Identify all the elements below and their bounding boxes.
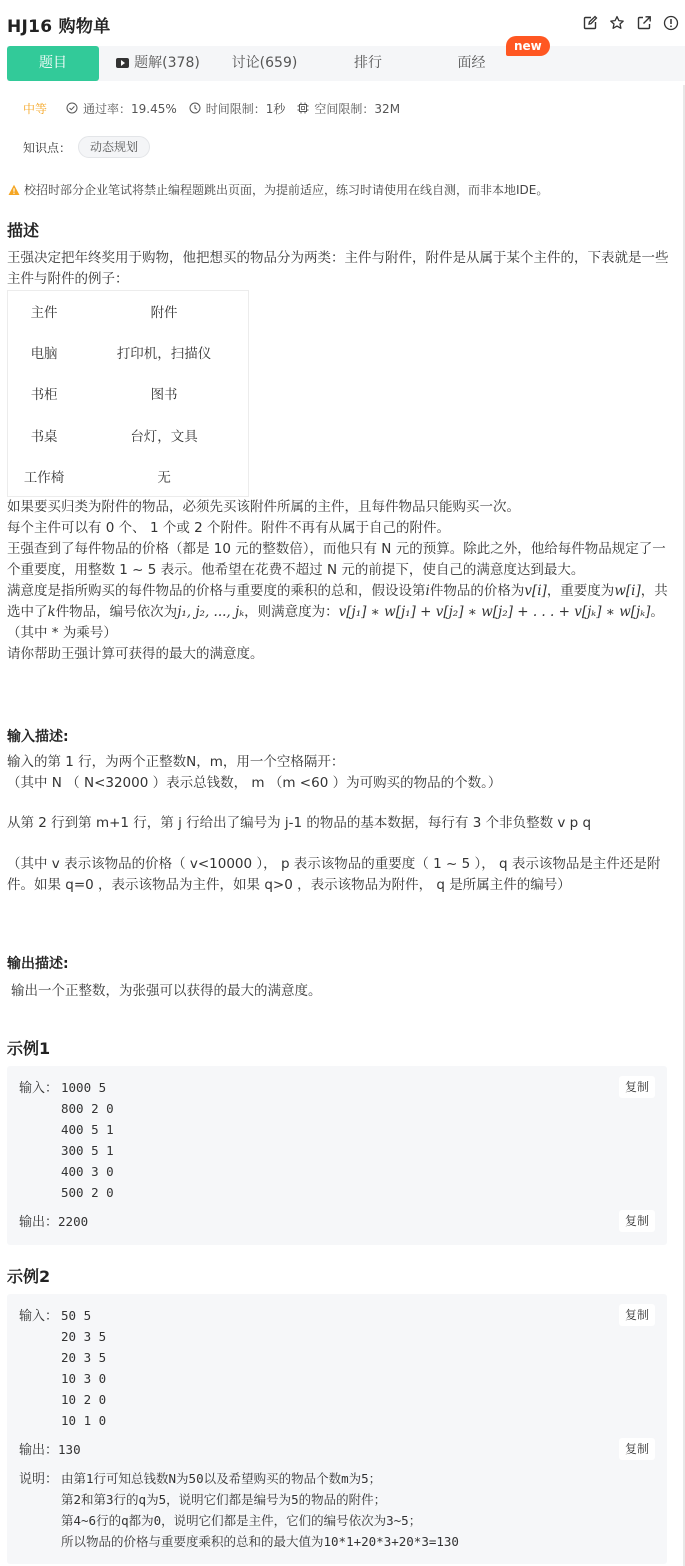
example1-input: 输入： 1000 5 800 2 0 400 5 1 300 5 1 400 3 0 500 2 0 <box>19 1080 114 1200</box>
table-row: 电脑 打印机，扫描仪 <box>30 346 212 363</box>
example2-output: 输出：130 <box>19 1442 81 1458</box>
copy-input-button[interactable]: 复制 <box>619 1304 655 1326</box>
share-icon[interactable] <box>636 15 652 31</box>
space-limit: 空间限制：32M <box>297 100 400 117</box>
video-icon <box>116 58 129 68</box>
tab-solutions[interactable]: 题解(378) <box>99 46 217 81</box>
tab-interview[interactable]: 面经 <box>457 55 486 71</box>
check-circle-icon <box>66 102 78 114</box>
clock-icon <box>189 102 201 114</box>
example2-explanation: 说明： 由第1行可知总钱数N为50以及希望购买的物品个数m为5； 第2和第3行的q为5，说明它们都是编号为5的物品的附件； 第4~6行的q都为0，说明它们都是主件，它们的编号依次为3~5； 所以物品的价格与重要度乘积的总和的最大值为10*1+20*3+20*3=130 <box>19 1471 459 1549</box>
table-row: 主件 附件 <box>30 305 178 322</box>
example1-heading: 示例1 <box>7 1039 51 1058</box>
input-desc-line4: （其中 v 表示该物品的价格（ v<10000 ）， p 表示该物品的重要度（ 1 ~ 5 ）， q 表示该物品是主件还是附件。如果 q=0 ，表示该物品为主件，如果 q>0 ，表示该物品为附件， q 是所属主件的编号） <box>7 856 661 893</box>
table-row: 书柜 图书 <box>30 387 178 404</box>
output-desc-heading: 输出描述: <box>7 956 69 972</box>
example1-output: 输出：2200 <box>19 1214 89 1230</box>
satisfaction-definition: 满意度是指所购买的每件物品的价格与重要度的乘积的总和，假设设第i件物品的价格为v[i]，重要度为w[i]，共选中了k件物品，编号依次为j₁, j₂, ..., jₖ，则满意度为：v[j₁] ∗ w[j₁] + v[j₂] ∗ w[j₂] + . . . + v[jₖ] ∗ w[jₖ]。（其中 * 为乘号） <box>7 583 668 641</box>
chip-icon <box>297 102 309 114</box>
new-badge: new <box>506 36 550 56</box>
problem-header <box>0 0 685 46</box>
tab-ranking[interactable]: 排行 <box>354 55 382 71</box>
input-desc-line2: （其中 N （ N<32000 ）表示总钱数， m （m <60 ）为可购买的物品的个数。） <box>7 775 502 791</box>
tab-problem[interactable]: 题目 <box>7 46 99 81</box>
description-heading: 描述 <box>7 221 40 240</box>
output-desc-line1: 输出一个正整数，为张强可以获得的最大的满意度。 <box>11 983 322 999</box>
copy-input-button[interactable]: 复制 <box>619 1076 655 1098</box>
knowledge-points <box>23 136 150 158</box>
warning-notice: 校招时部分企业笔试将禁止编程题跳出页面，为提前适应，练习时请使用在线自测，而非本地IDE。 <box>8 181 548 198</box>
header-actions <box>582 15 679 31</box>
pass-rate: 通过率：19.45% <box>66 100 177 117</box>
input-desc-line3: 从第 2 行到第 m+1 行，第 j 行给出了编号为 j-1 的物品的基本数据，每行有 3 个非负整数 v p q <box>7 815 592 831</box>
problem-tabs <box>7 39 685 81</box>
copy-output-button[interactable]: 复制 <box>619 1210 655 1232</box>
star-icon[interactable] <box>609 15 625 31</box>
example2-heading: 示例2 <box>7 1267 51 1286</box>
knowledge-tag[interactable]: 动态规划 <box>78 136 150 158</box>
info-icon[interactable] <box>663 15 679 31</box>
table-row: 工作椅 无 <box>23 469 171 486</box>
knowledge-label: 知识点： <box>23 140 72 155</box>
time-limit: 时间限制：1秒 <box>189 100 286 117</box>
input-desc-heading: 输入描述: <box>7 729 69 745</box>
problem-meta <box>23 99 412 117</box>
problem-title: HJ16 购物单 <box>7 17 111 37</box>
input-desc-line1: 输入的第 1 行，为两个正整数N，m，用一个空格隔开： <box>7 754 345 770</box>
copy-output-button[interactable]: 复制 <box>619 1438 655 1460</box>
tab-discussion[interactable]: 讨论(659) <box>231 55 298 71</box>
table-row: 书桌 台灯，文具 <box>30 428 198 445</box>
example1-box <box>7 1066 667 1245</box>
description-intro: 王强决定把年终奖用于购物，他把想买的物品分为两类：主件与附件，附件是从属于某个主件的，下表就是一些主件与附件的例子： <box>7 250 669 287</box>
edit-icon[interactable] <box>582 15 598 31</box>
warning-icon <box>8 184 20 196</box>
example2-input: 输入： 50 5 20 3 5 20 3 5 10 3 0 10 2 0 10 1 0 <box>19 1308 107 1428</box>
description-rules: 如果要买归类为附件的物品，必须先买该附件所属的主件，且每件物品只能购买一次。 每个主件可以有 0 个、 1 个或 2 个附件。附件不再有从属于自己的附件。 王强查到了每件物品的价格（都是 10 元的整数倍），而他只有 N 元的预算。除此之外，他给每件物品规定了一个重要度，用整数 1 ~ 5 表示。他希望在花费不超过 N 元的前提下，使自己的满意度达到最大。 满意度是指所购买的每件物品的价格与重要度的乘积的总和，假设设第i件物品的价格为v[i]，重要度为w[i]，共选中了k件物品，编号依次为j₁, j₂, ..., jₖ，则满意度为：v[j₁] ∗ w[j₁] + v[j₂] ∗ w[j₂] + . . . + v[jₖ] ∗ w[jₖ]。（其中 * 为乘号） 请你帮助王强计算可获得的最大的满意度。 <box>7 497 677 665</box>
difficulty-badge: 中等 <box>23 101 48 116</box>
item-table <box>7 290 249 497</box>
example2-box <box>7 1294 667 1564</box>
